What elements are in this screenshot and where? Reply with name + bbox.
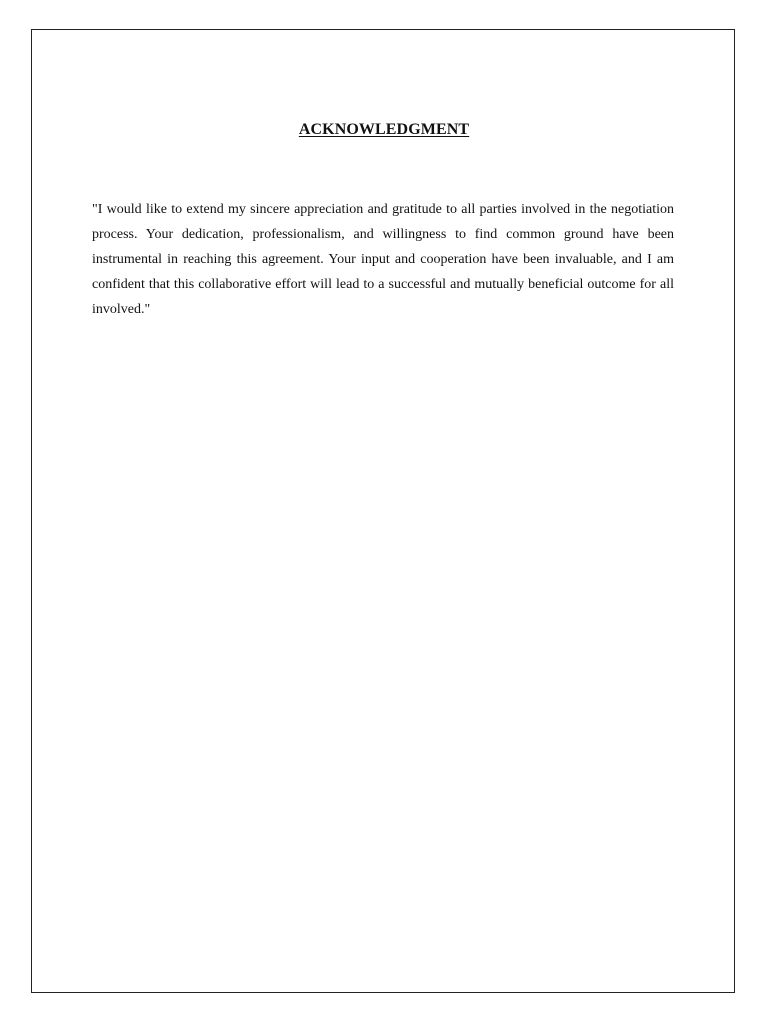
page-border — [31, 29, 735, 993]
acknowledgment-paragraph: "I would like to extend my sincere appreciation and gratitude to all parties involved in the negotiation process. Your dedication, professionalism, and willingness to find common ground have been instrumental in reaching this agreement. Your input and cooperation have been invaluable, and I am confident that this collaborative effort will lead to a successful and mutually beneficial outcome for all involved." — [92, 202, 674, 317]
document-title: ACKNOWLEDGMENT — [298, 121, 470, 138]
